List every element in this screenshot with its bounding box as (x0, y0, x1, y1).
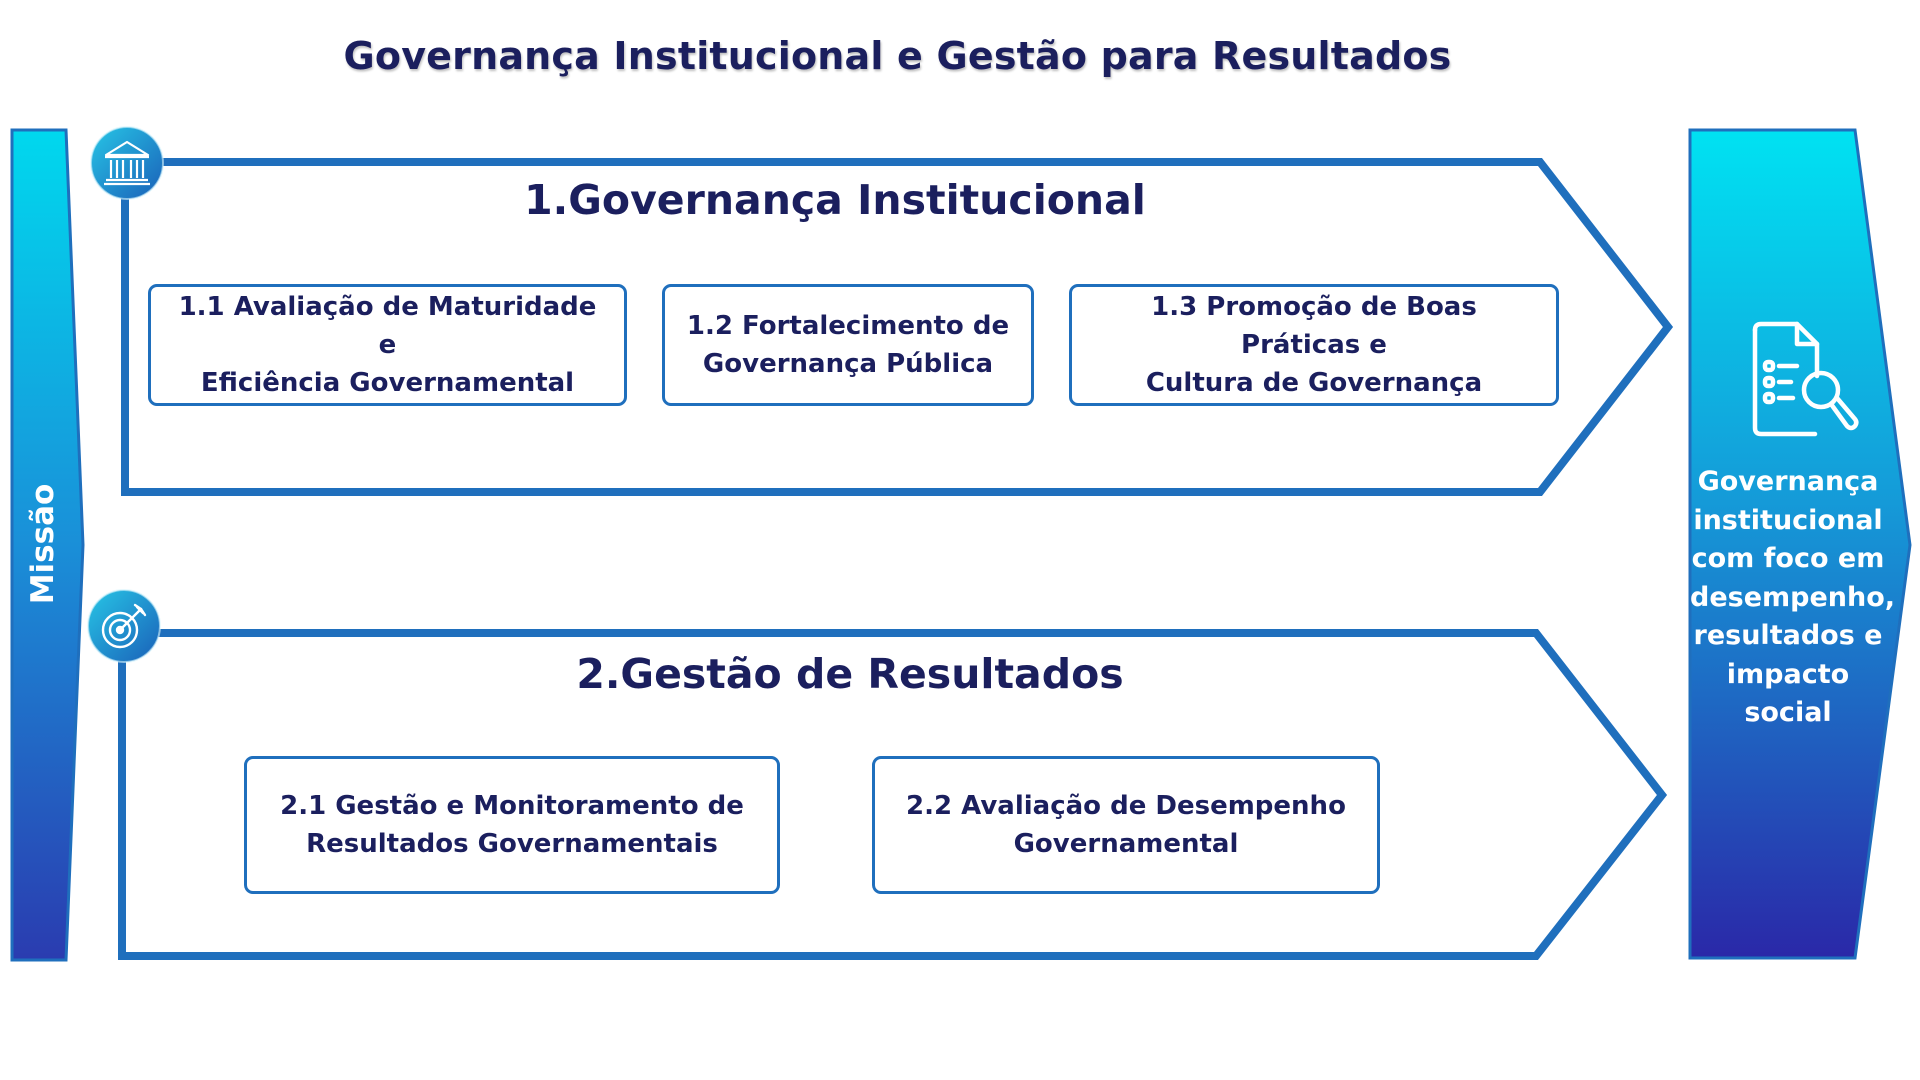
result-line-3: com foco em (1691, 543, 1885, 574)
item-1-2-line-1: 1.2 Fortalecimento de (686, 311, 1010, 341)
item-2-1-line-2: Resultados Governamentais (306, 829, 718, 859)
item-1-1-card (148, 284, 627, 406)
result-line-6: impacto social (1726, 658, 1850, 728)
item-2-1-card (244, 756, 780, 894)
item-2-2-card (872, 756, 1380, 894)
result-text (1690, 463, 1896, 733)
item-1-2-card (662, 284, 1034, 406)
item-1-1-line-2: Eficiência Governamental (200, 368, 575, 398)
item-1-1-line-1: 1.1 Avaliação de Maturidade e (178, 292, 597, 360)
item-1-3-line-2: Cultura de Governança (1145, 368, 1483, 398)
page-title: Governança Institucional e Gestão para Resultados (343, 34, 1452, 78)
institution-building-icon (90, 126, 164, 200)
result-line-4: desempenho, (1690, 581, 1896, 613)
item-1-3-line-1: 1.3 Promoção de Boas Práticas e (1151, 292, 1477, 360)
mission-label: Missão (25, 483, 61, 605)
item-2-2-line-1: 2.2 Avaliação de Desempenho (906, 791, 1346, 821)
section-2-title: 2.Gestão de Resultados (576, 650, 1124, 698)
document-search-icon (1745, 318, 1869, 442)
result-line-1: Governança (1697, 466, 1879, 497)
target-arrow-icon (87, 589, 161, 663)
item-1-2-line-2: Governança Pública (702, 349, 994, 379)
result-line-2: institucional (1693, 504, 1883, 536)
item-2-1-line-1: 2.1 Gestão e Monitoramento de (280, 791, 744, 821)
section-1-title: 1.Governança Institucional (524, 176, 1146, 224)
item-1-3-card (1069, 284, 1559, 406)
item-2-2-line-2: Governamental (1013, 829, 1239, 859)
result-line-5: resultados e (1693, 620, 1883, 651)
